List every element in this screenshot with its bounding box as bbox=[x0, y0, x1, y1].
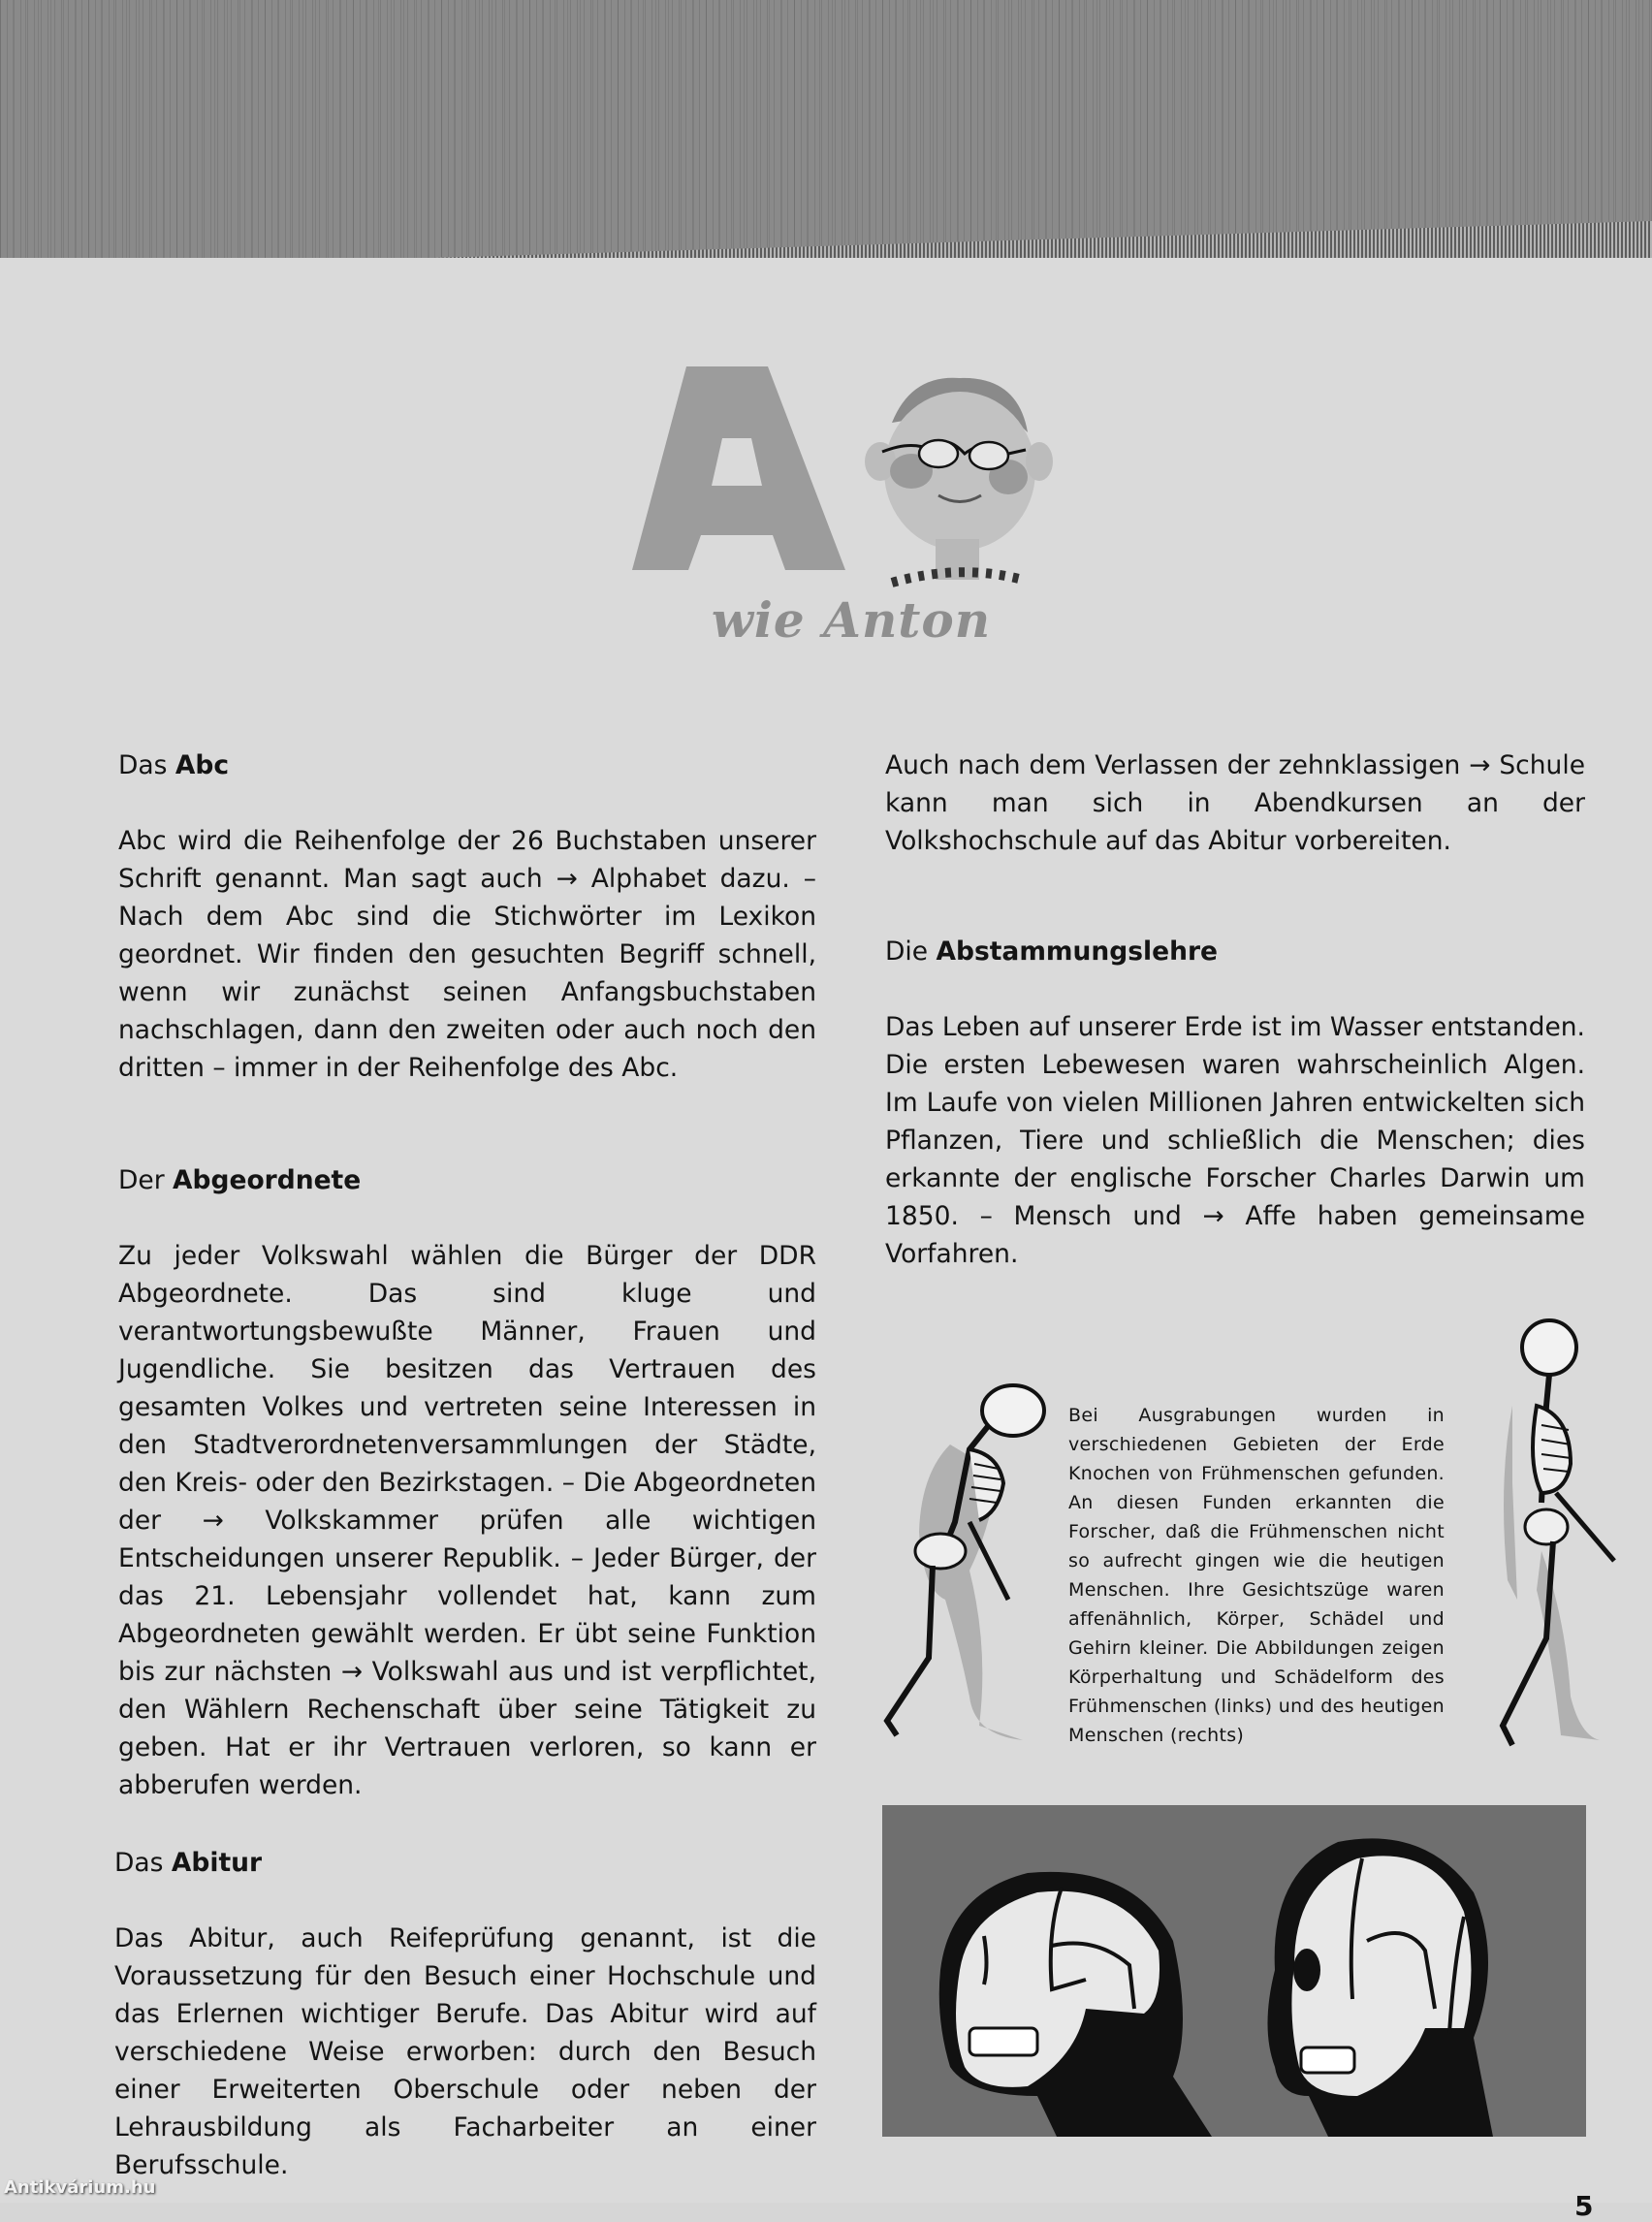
anton-boy-face-icon bbox=[853, 365, 1057, 597]
heading-term: Abitur bbox=[171, 1848, 263, 1878]
entry-heading bbox=[114, 1844, 816, 1882]
skulls-icon bbox=[882, 1805, 1586, 2137]
entry-text: Zu jeder Volkswahl wählen die Bürger der DDR Abgeordnete. Das sind kluge und verantwortungsbewußte Männer, Frauen und Jugendliche. Sie besitzen das Vertrauen des gesamten Volkes und vertreten seine Interessen in den Stadtverordnetenversammlungen der Städte, den Kreis- oder den Bezirkstagen. – Die Abgeordneten der → Volkskammer prüfen alle wichtigen Entscheidungen unserer Republik. – Jeder Bürger, der das 21. Lebensjahr vollendet hat, kann zum Abgeordneten gewählt werden. Er übt seine Funktion bis zur nächsten → Volkswahl aus und ist verpflichtet, den Wählern Rechenschaft über seine Tätigkeit zu geben. Hat er ihr Vertrauen verloren, so kann er abberufen werden. bbox=[118, 1241, 816, 1800]
entry-heading bbox=[118, 1161, 816, 1199]
entry-text: Das Abitur, auch Reifeprüfung genannt, ist die Voraussetzung für den Besuch einer Hochschule und das Erlernen wichtiger Berufe. Das Abitur wird auf verschiedene Weise erworben: durch den Besuch einer Erweiterten Oberschule oder neben der Lehrausbildung als Facharbeiter an einer Berufsschule. bbox=[114, 1923, 816, 2180]
heading-article: Das bbox=[114, 1848, 164, 1878]
entry-abitur bbox=[114, 1844, 816, 2184]
heading-article: Die bbox=[885, 936, 929, 967]
page-number: 5 bbox=[1574, 2190, 1594, 2222]
heading-article: Das bbox=[118, 750, 168, 780]
early-human-skeleton-icon bbox=[853, 1357, 1066, 1755]
entry-heading bbox=[885, 933, 1585, 970]
wood-background bbox=[0, 0, 1652, 260]
entry-abstammungslehre bbox=[885, 933, 1585, 1273]
header-subtitle: wie Anton bbox=[711, 591, 992, 649]
entry-heading bbox=[118, 746, 816, 784]
heading-term: Abc bbox=[175, 750, 230, 780]
illustration-caption: Bei Ausgrabungen wurden in verschiedenen Gebieten der Erde Knochen von Frühmenschen gefunden. An diesen Funden erkannten die Forscher, daß die Frühmenschen nicht so aufrecht gingen wie die heutigen Menschen. Ihre Gesichtszüge waren affenähnlich, Körper, Schädel und Gehirn kleiner. Die Abbildungen zeigen Körperhaltung und Schädelform des Frühmenschen (links) und des heutigen Menschen (rechts) bbox=[1068, 1405, 1445, 1746]
watermark: Antikvárium.hu bbox=[4, 2177, 156, 2198]
heading-term: Abstammungslehre bbox=[936, 936, 1218, 967]
entry-text: Das Leben auf unserer Erde ist im Wasser entstanden. Die ersten Lebewesen waren wahrscheinlich Algen. Im Laufe von vielen Millionen Jahren entwickelten sich Pflanzen, Tiere und schließlich die Menschen; dies erkannte der englische Forscher Charles Darwin um 1850. – Mensch und → Affe haben gemeinsame Vorfahren. bbox=[885, 1012, 1585, 1269]
entry-abgeordnete bbox=[118, 1161, 816, 1804]
modern-human-skeleton-icon bbox=[1474, 1309, 1619, 1764]
heading-term: Abgeordnete bbox=[173, 1165, 362, 1195]
entry-text: Abc wird die Reihenfolge der 26 Buchstaben unserer Schrift genannt. Man sagt auch → Alphabet dazu. – Nach dem Abc sind die Stichwörter im Lexikon geordnet. Wir finden den gesuchten Begriff schnell, wenn wir zunächst seinen Anfangsbuchstaben nachschlagen, dann den zweiten oder auch noch den dritten – immer in der Reihenfolge des Abc. bbox=[118, 826, 816, 1083]
entry-abitur-continued bbox=[885, 746, 1585, 860]
entry-abc bbox=[118, 746, 816, 1087]
continuation-text: Auch nach dem Verlassen der zehnklassigen → Schule kann man sich in Abendkursen an der Volkshochschule auf das Abitur vorbereiten. bbox=[885, 750, 1585, 856]
big-letter-a-icon bbox=[630, 355, 853, 578]
skull-comparison-illustration bbox=[882, 1805, 1586, 2137]
heading-article: Der bbox=[118, 1165, 165, 1195]
